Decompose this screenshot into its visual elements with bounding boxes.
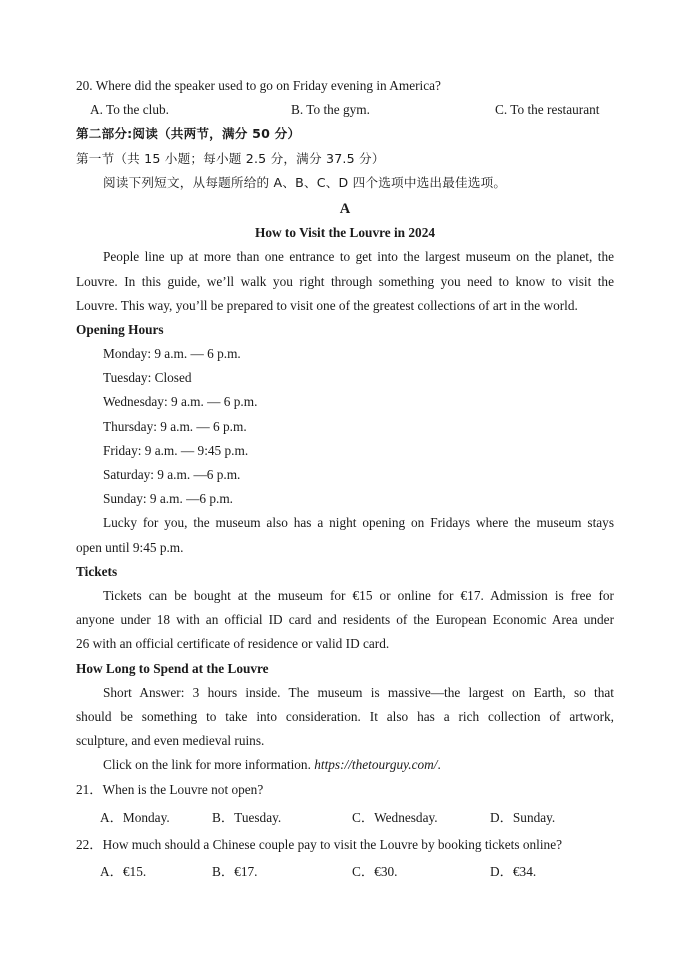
duration-line-2: should be something to take into consideration. It also has a rich collection of artwork, <box>76 708 614 724</box>
q21-option-a[interactable]: A．Monday. <box>100 809 170 825</box>
q22-option-a[interactable]: A．€15. <box>100 864 147 879</box>
hours-tuesday: Tuesday: Closed <box>103 370 192 386</box>
hours-saturday: Saturday: 9 a.m. —6 p.m. <box>103 467 241 482</box>
q21-options <box>76 806 614 830</box>
q20-option-c[interactable]: C. To the restaurant <box>495 102 600 118</box>
more-info-text: Click on the link for more information. <box>103 757 315 773</box>
passage-title: How to Visit the Louvre in 2024 <box>254 225 435 241</box>
q21-stem: 21．When is the Louvre not open? <box>76 782 264 798</box>
q22-option-d[interactable]: D．€34. <box>490 864 537 879</box>
night-note-line-2: open until 9:45 p.m. <box>76 539 184 555</box>
exam-page <box>76 74 614 884</box>
q22-option-c[interactable]: C．€30. <box>352 864 398 879</box>
q21-option-b[interactable]: B．Tuesday. <box>212 809 282 825</box>
q20-options <box>76 98 614 122</box>
intro-line-1: People line up at more than one entrance to get into the largest museum on the planet, the <box>103 249 614 265</box>
q20-stem: 20. Where did the speaker used to go on Friday evening in America? <box>76 78 441 93</box>
more-info-period: . <box>437 757 441 773</box>
reading-instruction: 阅读下列短文，从每题所给的 A、B、C、D 四个选项中选出最佳选项。 <box>103 174 507 190</box>
tourguy-link[interactable]: https://thetourguy.com/ <box>314 757 438 773</box>
intro-line-2: Louvre. In this guide, we’ll walk you right through something you need to know to visit the <box>76 273 614 289</box>
tickets-line-2: anyone under 18 with an official ID card and residents of the European Economic Area under <box>76 612 614 628</box>
section-one-heading: 第一节（共 15 小题；每小题 2.5 分，满分 37.5 分） <box>76 150 385 166</box>
q21-option-d[interactable]: D．Sunday. <box>490 809 556 825</box>
tickets-line-3: 26 with an official certificate of residence or valid ID card. <box>76 636 390 652</box>
hours-monday: Monday: 9 a.m. — 6 p.m. <box>103 346 241 362</box>
duration-line-3: sculpture, and even medieval ruins. <box>76 733 265 749</box>
q21-option-c[interactable]: C．Wednesday. <box>352 809 438 825</box>
opening-hours-heading: Opening Hours <box>76 321 164 337</box>
hours-friday: Friday: 9 a.m. — 9:45 p.m. <box>103 442 249 458</box>
q20-option-a[interactable]: A. To the club. <box>90 102 169 118</box>
duration-heading: How Long to Spend at the Louvre <box>76 660 269 676</box>
passage-letter: A <box>339 200 351 217</box>
hours-thursday: Thursday: 9 a.m. — 6 p.m. <box>103 418 247 434</box>
duration-line-1: Short Answer: 3 hours inside. The museum is massive—the largest on Earth, so that <box>103 684 614 700</box>
q22-stem: 22．How much should a Chinese couple pay to visit the Louvre by booking tickets online? <box>76 836 562 852</box>
hours-wednesday: Wednesday: 9 a.m. — 6 p.m. <box>103 394 258 410</box>
tickets-line-1: Tickets can be bought at the museum for €15 or online for €17. Admission is free for <box>103 587 614 603</box>
q22-option-b[interactable]: B．€17. <box>212 864 258 879</box>
q22-options <box>76 860 614 884</box>
part-two-heading: 第二部分:阅读（共两节，满分 50 分） <box>76 126 301 142</box>
tickets-heading: Tickets <box>76 563 118 579</box>
more-info-line <box>76 753 614 777</box>
night-note-line-1: Lucky for you, the museum also has a night opening on Fridays where the museum stays <box>103 515 614 531</box>
intro-line-3: Louvre. This way, you’ll be prepared to visit one of the greatest collections of art in the world. <box>76 297 578 313</box>
hours-sunday: Sunday: 9 a.m. —6 p.m. <box>103 491 234 507</box>
q20-option-b[interactable]: B. To the gym. <box>291 102 370 118</box>
